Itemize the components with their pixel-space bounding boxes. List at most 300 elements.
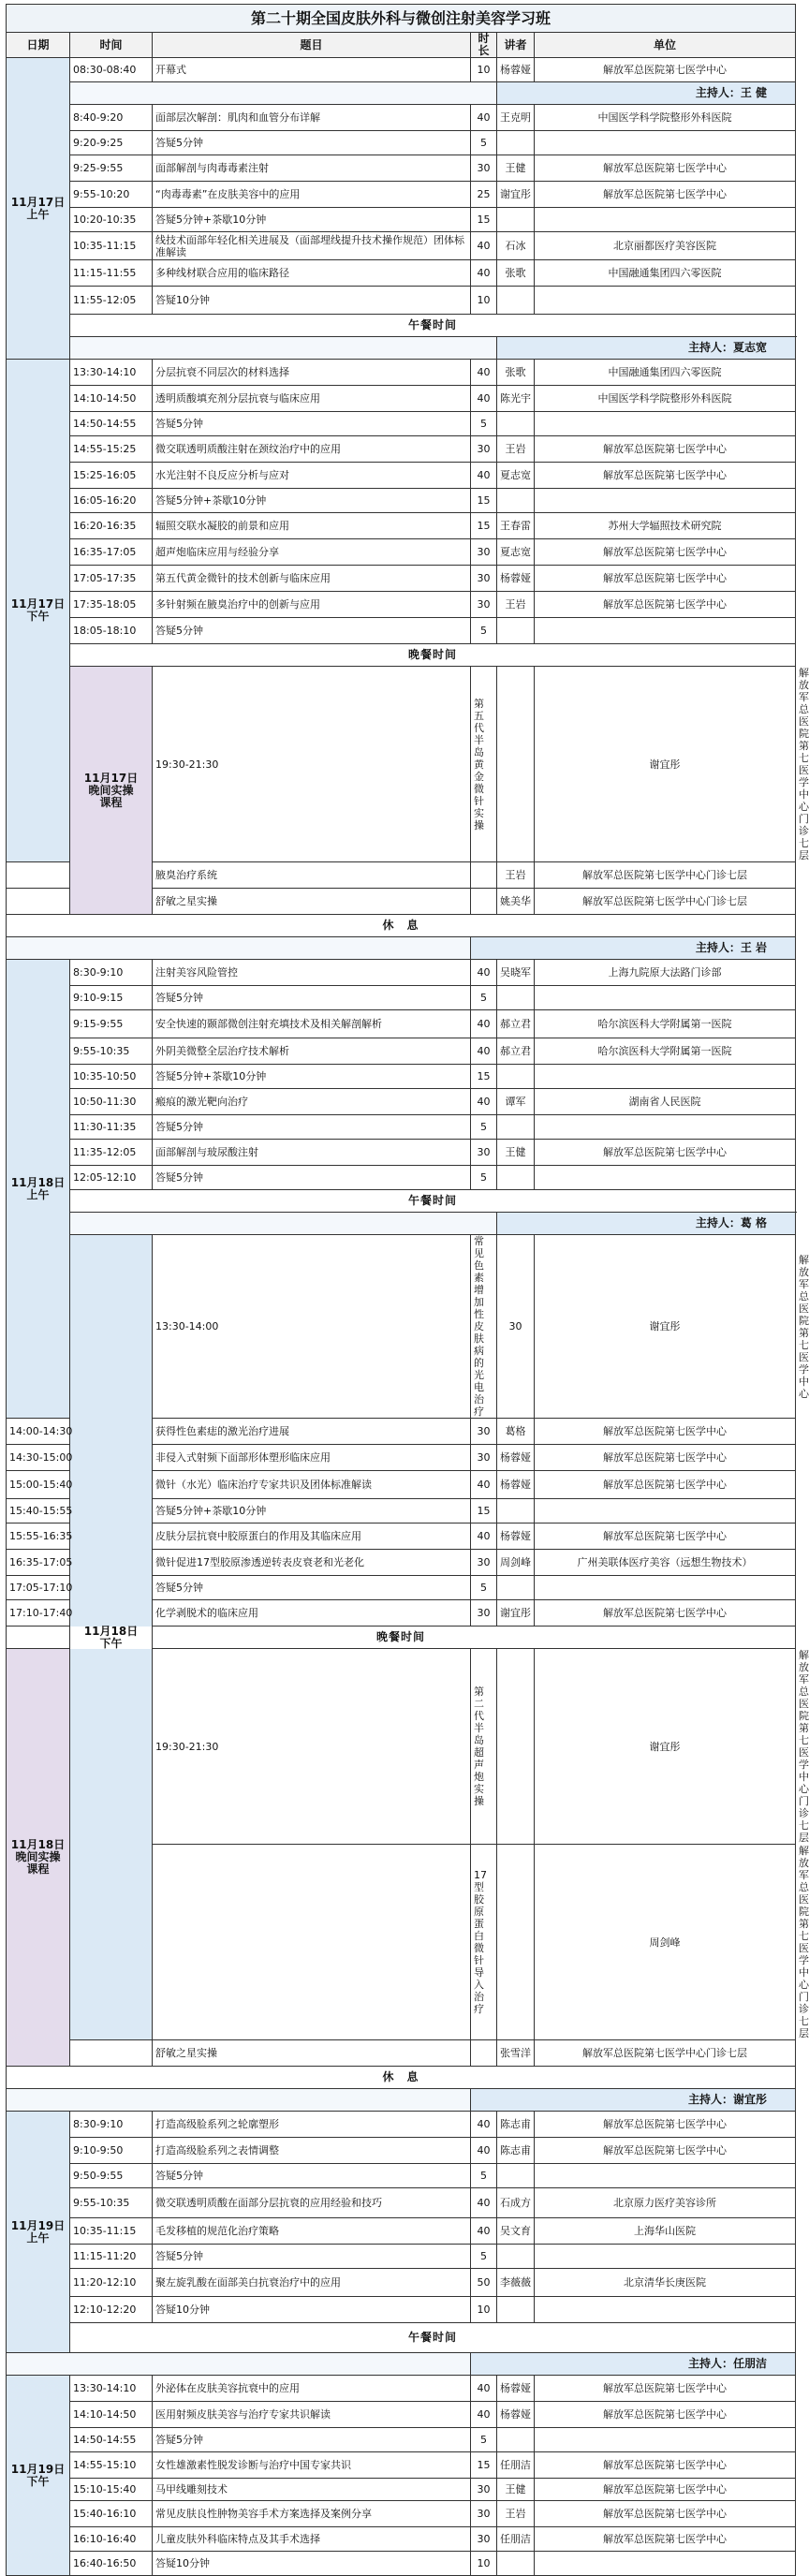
column-header-date: 日期: [7, 33, 70, 58]
break-label: 午餐时间: [70, 315, 796, 337]
speaker-cell: 杨蓉娅: [497, 1445, 535, 1471]
unit-cell: [535, 1115, 796, 1140]
break-row: [7, 1190, 796, 1213]
duration-cell: 15: [471, 513, 497, 539]
host-spacer: [7, 937, 471, 960]
time-cell: 16:10-16:40: [70, 2527, 153, 2552]
speaker-cell: 王克明: [497, 105, 535, 131]
speaker-cell: 吴文育: [497, 2218, 535, 2245]
schedule-row: [7, 1089, 796, 1115]
speaker-cell: 王岩: [497, 2501, 535, 2527]
time-cell: 17:05-17:10: [7, 1576, 70, 1600]
unit-cell: 中国融通集团四六零医院: [535, 260, 796, 287]
topic-cell: 第二代半岛超声炮实操: [471, 1649, 497, 1845]
schedule-row: [7, 360, 796, 386]
unit-cell: 解放军总医院第七医学中心: [535, 182, 796, 208]
unit-cell: [535, 131, 796, 155]
schedule-row: [7, 1038, 796, 1065]
unit-cell: 解放军总医院第七医学中心: [535, 539, 796, 566]
time-cell: 9:55-10:35: [70, 1038, 153, 1065]
schedule-row: [7, 287, 796, 315]
duration-cell: 40: [471, 463, 497, 489]
duration-cell: 30: [471, 436, 497, 463]
unit-cell: [535, 2245, 796, 2269]
session-date: 11月17日 下午: [7, 360, 70, 862]
schedule-row: 17型胶原蛋白微针导入治疗 周剑峰 解放军总医院第七医学中心门诊七层: [7, 1845, 796, 2040]
unit-cell: 解放军总医院第七医学中心: [535, 58, 796, 82]
duration-cell: [471, 862, 497, 889]
break-row: [7, 915, 796, 937]
unit-cell: 上海华山医院: [535, 2218, 796, 2245]
schedule-row: [7, 2479, 796, 2501]
time-cell: 9:55-10:35: [70, 2188, 153, 2218]
page-title: 第二十期全国皮肤外科与微创注射美容学习班: [7, 5, 796, 33]
duration-cell: 10: [471, 2297, 497, 2323]
speaker-cell: [497, 2552, 535, 2576]
topic-cell: 获得性色素痣的激光治疗进展: [153, 1419, 471, 1445]
topic-cell: 17型胶原蛋白微针导入治疗: [471, 1845, 497, 2040]
speaker-cell: 陈志甫: [497, 2112, 535, 2138]
duration-cell: 5: [471, 1166, 497, 1190]
duration-cell: 30: [471, 539, 497, 566]
host-row: [7, 937, 796, 960]
schedule-row: [7, 2428, 796, 2452]
duration-cell: 40: [471, 2218, 497, 2245]
speaker-cell: 夏志宽: [497, 463, 535, 489]
schedule-row: 11月18日 下午 13:30-14:00 常见色素增加性皮肤病的光电治疗 30 谢宜彤 解放军总医院第七医学中心: [7, 1235, 796, 1419]
header-row: [7, 33, 796, 58]
host-spacer: [70, 82, 497, 105]
unit-cell: 解放军总医院第七医学中心: [535, 2112, 796, 2138]
speaker-cell: [497, 2428, 535, 2452]
time-cell: 9:25-9:55: [70, 155, 153, 182]
unit-cell: 哈尔滨医科大学附属第一医院: [535, 1038, 796, 1065]
unit-cell: 解放军总医院第七医学中心: [535, 2376, 796, 2402]
unit-cell: 解放军总医院第七医学中心: [535, 463, 796, 489]
speaker-cell: 王健: [497, 1140, 535, 1166]
schedule-row: [7, 412, 796, 436]
topic-cell: 多针射频在腋臭治疗中的创新与应用: [153, 592, 471, 618]
unit-cell: 解放军总医院第七医学中心: [535, 2479, 796, 2501]
duration-cell: 40: [471, 1038, 497, 1065]
time-cell: 8:30-9:10: [70, 960, 153, 986]
topic-cell: 答疑5分钟: [153, 1166, 471, 1190]
unit-cell: [535, 1499, 796, 1524]
speaker-cell: 王春雷: [497, 513, 535, 539]
schedule-row: [7, 182, 796, 208]
schedule-row: [7, 2552, 796, 2576]
speaker-cell: 陈光宇: [497, 386, 535, 412]
topic-cell: 第五代半岛黄金微针实操: [471, 667, 497, 862]
topic-cell: 微针（水光）临床治疗专家共识及团体标准解读: [153, 1471, 471, 1499]
schedule-row: [7, 2269, 796, 2297]
schedule-row: [7, 232, 796, 260]
time-cell: 14:50-14:55: [70, 412, 153, 436]
duration-cell: [497, 1649, 535, 1845]
duration-cell: [497, 667, 535, 862]
unit-cell: 解放军总医院第七医学中心: [535, 566, 796, 592]
schedule-row: [7, 2452, 796, 2479]
schedule-table: [6, 4, 809, 2576]
time-cell: 19:30-21:30: [153, 667, 471, 862]
time-cell: [7, 889, 70, 915]
topic-cell: 答疑5分钟: [153, 1115, 471, 1140]
unit-cell: 解放军总医院第七医学中心: [535, 2138, 796, 2164]
topic-cell: 答疑5分钟: [153, 2428, 471, 2452]
topic-cell: 辐照交联水凝胶的前景和应用: [153, 513, 471, 539]
schedule-row: [7, 155, 796, 182]
duration-cell: 30: [471, 2501, 497, 2527]
topic-cell: 外泌体在皮肤美容抗衰中的应用: [153, 2376, 471, 2402]
speaker-cell: [497, 2164, 535, 2188]
schedule-row: [7, 2527, 796, 2552]
time-cell: 11:30-11:35: [70, 1115, 153, 1140]
schedule-row: [7, 463, 796, 489]
unit-cell: 解放军总医院第七医学中心: [535, 2402, 796, 2428]
unit-cell: 广州美联体医疗美容（远想生物技术）: [535, 1550, 796, 1576]
topic-cell: 多种线材联合应用的临床路径: [153, 260, 471, 287]
duration-cell: 30: [471, 1419, 497, 1445]
time-cell: 18:05-18:10: [70, 618, 153, 644]
topic-cell: 皮肤分层抗衰中胶原蛋白的作用及其临床应用: [153, 1524, 471, 1550]
unit-cell: 北京清华长庚医院: [535, 2269, 796, 2297]
break-label: 午餐时间: [70, 2323, 796, 2353]
speaker-cell: 谢宜彤: [497, 1600, 535, 1627]
host-spacer: [70, 337, 497, 360]
topic-cell: 瘢痕的激光靶向治疗: [153, 1089, 471, 1115]
time-cell: 10:35-11:15: [70, 2218, 153, 2245]
topic-cell: 面部解剖与肉毒毒素注射: [153, 155, 471, 182]
duration-cell: 5: [471, 2428, 497, 2452]
time-cell: 16:20-16:35: [70, 513, 153, 539]
time-cell: 8:40-9:20: [70, 105, 153, 131]
topic-cell: 答疑10分钟: [153, 2552, 471, 2576]
topic-cell: 打造高级脸系列之轮廓塑形: [153, 2112, 471, 2138]
speaker-cell: 周剑峰: [497, 1550, 535, 1576]
schedule-row: [7, 386, 796, 412]
break-row: [7, 2323, 796, 2353]
session-date: 11月17日 上午: [7, 58, 70, 360]
duration-cell: 40: [471, 960, 497, 986]
host-row: [7, 2089, 796, 2112]
unit-cell: [535, 2552, 796, 2576]
unit-cell: 解放军总医院第七医学中心门诊七层: [535, 2040, 796, 2067]
topic-cell: 线技术面部年轻化相关进展及（面部埋线提升技术操作规范）团体标准解读: [153, 232, 471, 260]
time-cell: 16:35-17:05: [7, 1550, 70, 1576]
duration-cell: [471, 2040, 497, 2067]
unit-cell: 解放军总医院第七医学中心: [535, 1419, 796, 1445]
duration-cell: 40: [471, 1471, 497, 1499]
speaker-cell: [497, 1499, 535, 1524]
unit-cell: [535, 287, 796, 315]
host-row: [7, 337, 796, 360]
topic-cell: 化学剥脱术的临床应用: [153, 1600, 471, 1627]
schedule-row: [7, 58, 796, 82]
duration-cell: 5: [471, 1115, 497, 1140]
topic-cell: 微针促进17型胶原渗透逆转表皮衰老和光老化: [153, 1550, 471, 1576]
speaker-cell: 王健: [497, 2479, 535, 2501]
break-label: 晚餐时间: [7, 1627, 796, 1649]
column-header-unit: 单位: [535, 33, 796, 58]
topic-cell: 注射美容风险管控: [153, 960, 471, 986]
speaker-cell: [497, 489, 535, 513]
schedule-row: [7, 2164, 796, 2188]
speaker-cell: 郝立君: [497, 1010, 535, 1038]
topic-cell: 微交联透明质酸在面部分层抗衰的应用经验和技巧: [153, 2188, 471, 2218]
speaker-cell: 夏志宽: [497, 539, 535, 566]
topic-cell: 舒敏之星实操: [153, 889, 471, 915]
speaker-cell: 葛格: [497, 1419, 535, 1445]
topic-cell: 水光注射不良反应分析与应对: [153, 463, 471, 489]
topic-cell: 答疑5分钟: [153, 412, 471, 436]
unit-cell: [535, 489, 796, 513]
topic-cell: 毛发移植的规范化治疗策略: [153, 2218, 471, 2245]
topic-cell: 舒敏之星实操: [153, 2040, 471, 2067]
speaker-cell: 张雪洋: [497, 2040, 535, 2067]
time-cell: 15:25-16:05: [70, 463, 153, 489]
break-label: 午餐时间: [70, 1190, 796, 1213]
duration-cell: 5: [471, 412, 497, 436]
unit-cell: 解放军总医院第七医学中心: [535, 2527, 796, 2552]
time-cell: 13:30-14:10: [70, 360, 153, 386]
duration-cell: 15: [471, 489, 497, 513]
duration-cell: 30: [471, 592, 497, 618]
schedule-row: [7, 2245, 796, 2269]
time-cell: 14:50-14:55: [70, 2428, 153, 2452]
column-header-time: 时间: [70, 33, 153, 58]
host-spacer: [70, 1213, 497, 1235]
speaker-cell: [497, 2297, 535, 2323]
time-cell: 17:35-18:05: [70, 592, 153, 618]
topic-cell: 答疑5分钟: [153, 618, 471, 644]
topic-cell: 答疑5分钟: [153, 2245, 471, 2269]
schedule-row: [7, 592, 796, 618]
topic-cell: 开幕式: [153, 58, 471, 82]
duration-cell: 30: [497, 1235, 535, 1419]
speaker-cell: 王岩: [497, 862, 535, 889]
time-cell: 11:55-12:05: [70, 287, 153, 315]
speaker-cell: 杨蓉娅: [497, 1524, 535, 1550]
duration-cell: 40: [471, 2376, 497, 2402]
topic-cell: 分层抗衰不同层次的材料选择: [153, 360, 471, 386]
unit-cell: [535, 2297, 796, 2323]
break-label: 休 息: [7, 915, 796, 937]
time-cell: 16:40-16:50: [70, 2552, 153, 2576]
duration-cell: 40: [471, 360, 497, 386]
time-cell: 8:30-9:10: [70, 2112, 153, 2138]
unit-cell: 北京原力医疗美容诊所: [535, 2188, 796, 2218]
time-cell: 9:55-10:20: [70, 182, 153, 208]
time-cell: 17:10-17:40: [7, 1600, 70, 1627]
duration-cell: 30: [471, 2527, 497, 2552]
duration-cell: 15: [471, 2452, 497, 2479]
speaker-cell: 吴晓军: [497, 960, 535, 986]
topic-cell: 非侵入式射频下面部形体塑形临床应用: [153, 1445, 471, 1471]
schedule-row: 11月17日 晚间实操 课程 19:30-21:30 第五代半岛黄金微针实操 谢宜彤 解放军总医院第七医学中心门诊七层: [7, 667, 796, 862]
duration-cell: 15: [471, 1499, 497, 1524]
topic-cell: 安全快速的颞部微创注射充填技术及相关解剖解析: [153, 1010, 471, 1038]
schedule-row: 11月18日 晚间实操 课程 19:30-21:30 第二代半岛超声炮实操 谢宜彤 解放军总医院第七医学中心门诊七层: [7, 1649, 796, 1845]
session-date: 11月19日 下午: [7, 2376, 70, 2576]
schedule-row: [7, 2188, 796, 2218]
session-host: 主持人：葛 格: [497, 1213, 796, 1235]
unit-cell: 解放军总医院第七医学中心: [535, 1600, 796, 1627]
topic-cell: 答疑5分钟+茶歇10分钟: [153, 1499, 471, 1524]
schedule-row: [7, 618, 796, 644]
duration-cell: 40: [471, 2402, 497, 2428]
time-cell: 16:35-17:05: [70, 539, 153, 566]
time-cell: 9:15-9:55: [70, 1010, 153, 1038]
topic-cell: 答疑5分钟+茶歇10分钟: [153, 1065, 471, 1089]
duration-cell: 5: [471, 2164, 497, 2188]
duration-cell: 15: [471, 208, 497, 232]
time-cell: 14:30-15:00: [7, 1445, 70, 1471]
schedule-row: [7, 489, 796, 513]
unit-cell: [535, 412, 796, 436]
unit-cell: [535, 1576, 796, 1600]
session-host: 主持人：夏志宽: [497, 337, 796, 360]
schedule-row: [7, 2138, 796, 2164]
topic-cell: “肉毒毒素”在皮肤美容中的应用: [153, 182, 471, 208]
unit-cell: 解放军总医院第七医学中心: [535, 436, 796, 463]
schedule-row: [7, 2297, 796, 2323]
session-host: 主持人：王 岩: [471, 937, 796, 960]
speaker-cell: 杨蓉娅: [497, 566, 535, 592]
speaker-cell: 郝立君: [497, 1038, 535, 1065]
unit-cell: 解放军总医院第七医学中心: [535, 2501, 796, 2527]
duration-cell: 10: [471, 58, 497, 82]
session-host: 主持人：王 健: [497, 82, 796, 105]
speaker-cell: 陈志甫: [497, 2138, 535, 2164]
time-cell: 14:00-14:30: [7, 1419, 70, 1445]
schedule-row: [7, 2376, 796, 2402]
topic-cell: 答疑10分钟: [153, 287, 471, 315]
time-cell: 11:15-11:55: [70, 260, 153, 287]
schedule-row: [7, 2501, 796, 2527]
duration-cell: 25: [471, 182, 497, 208]
schedule-row: [7, 260, 796, 287]
topic-cell: 面部层次解剖：肌肉和血管分布详解: [153, 105, 471, 131]
topic-cell: 外阴美微整全层治疗技术解析: [153, 1038, 471, 1065]
schedule-row: [7, 986, 796, 1010]
speaker-cell: 谢宜彤: [535, 667, 796, 862]
duration-cell: 5: [471, 618, 497, 644]
schedule-row: [7, 960, 796, 986]
session-date: 11月17日 晚间实操 课程: [70, 667, 153, 915]
duration-cell: 50: [471, 2269, 497, 2297]
column-header-speaker: 讲者: [497, 33, 535, 58]
topic-cell: 透明质酸填充剂分层抗衰与临床应用: [153, 386, 471, 412]
time-cell: 15:40-16:10: [70, 2501, 153, 2527]
duration-cell: 40: [471, 1089, 497, 1115]
speaker-cell: 周剑峰: [535, 1845, 796, 2040]
time-cell: 12:05-12:10: [70, 1166, 153, 1190]
duration-cell: 30: [471, 1140, 497, 1166]
topic-cell: 聚左旋乳酸在面部美白抗衰治疗中的应用: [153, 2269, 471, 2297]
schedule-row: [7, 2402, 796, 2428]
time-cell: 14:55-15:25: [70, 436, 153, 463]
unit-cell: 解放军总医院第七医学中心: [535, 1445, 796, 1471]
host-row: [7, 82, 796, 105]
time-cell: 10:35-10:50: [70, 1065, 153, 1089]
time-cell: [70, 2040, 153, 2067]
speaker-cell: [497, 1576, 535, 1600]
time-cell: 13:30-14:00: [153, 1235, 471, 1419]
unit-cell: 解放军总医院第七医学中心: [535, 1524, 796, 1550]
schedule-row: [7, 131, 796, 155]
session-host: 主持人：任朋洁: [471, 2353, 796, 2376]
topic-cell: 第五代黄金微针的技术创新与临床应用: [153, 566, 471, 592]
session-date: 11月18日 下午: [70, 1235, 153, 2040]
unit-cell: [535, 986, 796, 1010]
speaker-cell: [497, 618, 535, 644]
unit-cell: 北京丽都医疗美容医院: [535, 232, 796, 260]
duration-cell: 40: [471, 1524, 497, 1550]
schedule-row: [7, 566, 796, 592]
duration-cell: 40: [471, 260, 497, 287]
duration-cell: 30: [471, 155, 497, 182]
break-label: 晚餐时间: [70, 644, 796, 667]
duration-cell: 30: [471, 2479, 497, 2501]
speaker-cell: [497, 287, 535, 315]
duration-cell: 30: [471, 1445, 497, 1471]
break-row: [7, 315, 796, 337]
duration-cell: 5: [471, 2245, 497, 2269]
schedule-row: [7, 1115, 796, 1140]
schedule-row: [7, 539, 796, 566]
time-cell: 9:10-9:50: [70, 2138, 153, 2164]
speaker-cell: 张歌: [497, 360, 535, 386]
unit-cell: 解放军总医院第七医学中心: [535, 1140, 796, 1166]
unit-cell: [535, 2164, 796, 2188]
schedule-row: [7, 2218, 796, 2245]
speaker-cell: 王岩: [497, 436, 535, 463]
speaker-cell: 王健: [497, 155, 535, 182]
speaker-cell: [497, 131, 535, 155]
topic-cell: 腋臭治疗系统: [153, 862, 471, 889]
unit-cell: [535, 618, 796, 644]
time-cell: [7, 862, 70, 889]
time-cell: 11:15-11:20: [70, 2245, 153, 2269]
topic-cell: 答疑5分钟+茶歇10分钟: [153, 489, 471, 513]
unit-cell: 上海九院原大法路门诊部: [535, 960, 796, 986]
schedule-row: [7, 513, 796, 539]
time-cell: 9:20-9:25: [70, 131, 153, 155]
duration-cell: 40: [471, 2188, 497, 2218]
duration-cell: 30: [471, 1600, 497, 1627]
topic-cell: 答疑5分钟: [153, 986, 471, 1010]
time-cell: 19:30-21:30: [153, 1649, 471, 1845]
unit-cell: 中国融通集团四六零医院: [535, 360, 796, 386]
unit-cell: [535, 1065, 796, 1089]
duration-cell: 40: [471, 105, 497, 131]
speaker-cell: [497, 1166, 535, 1190]
schedule-row: [7, 1065, 796, 1089]
speaker-cell: [497, 1065, 535, 1089]
speaker-cell: [497, 2245, 535, 2269]
time-cell: [153, 1845, 471, 2040]
time-cell: 10:50-11:30: [70, 1089, 153, 1115]
speaker-cell: [497, 986, 535, 1010]
duration-cell: 30: [471, 566, 497, 592]
schedule-row: [7, 105, 796, 131]
column-header-duration: 时长: [471, 33, 497, 58]
time-cell: 9:50-9:55: [70, 2164, 153, 2188]
topic-cell: 答疑5分钟+茶歇10分钟: [153, 208, 471, 232]
unit-cell: 解放军总医院第七医学中心门诊七层: [535, 889, 796, 915]
duration-cell: 5: [471, 131, 497, 155]
time-cell: 11:35-12:05: [70, 1140, 153, 1166]
